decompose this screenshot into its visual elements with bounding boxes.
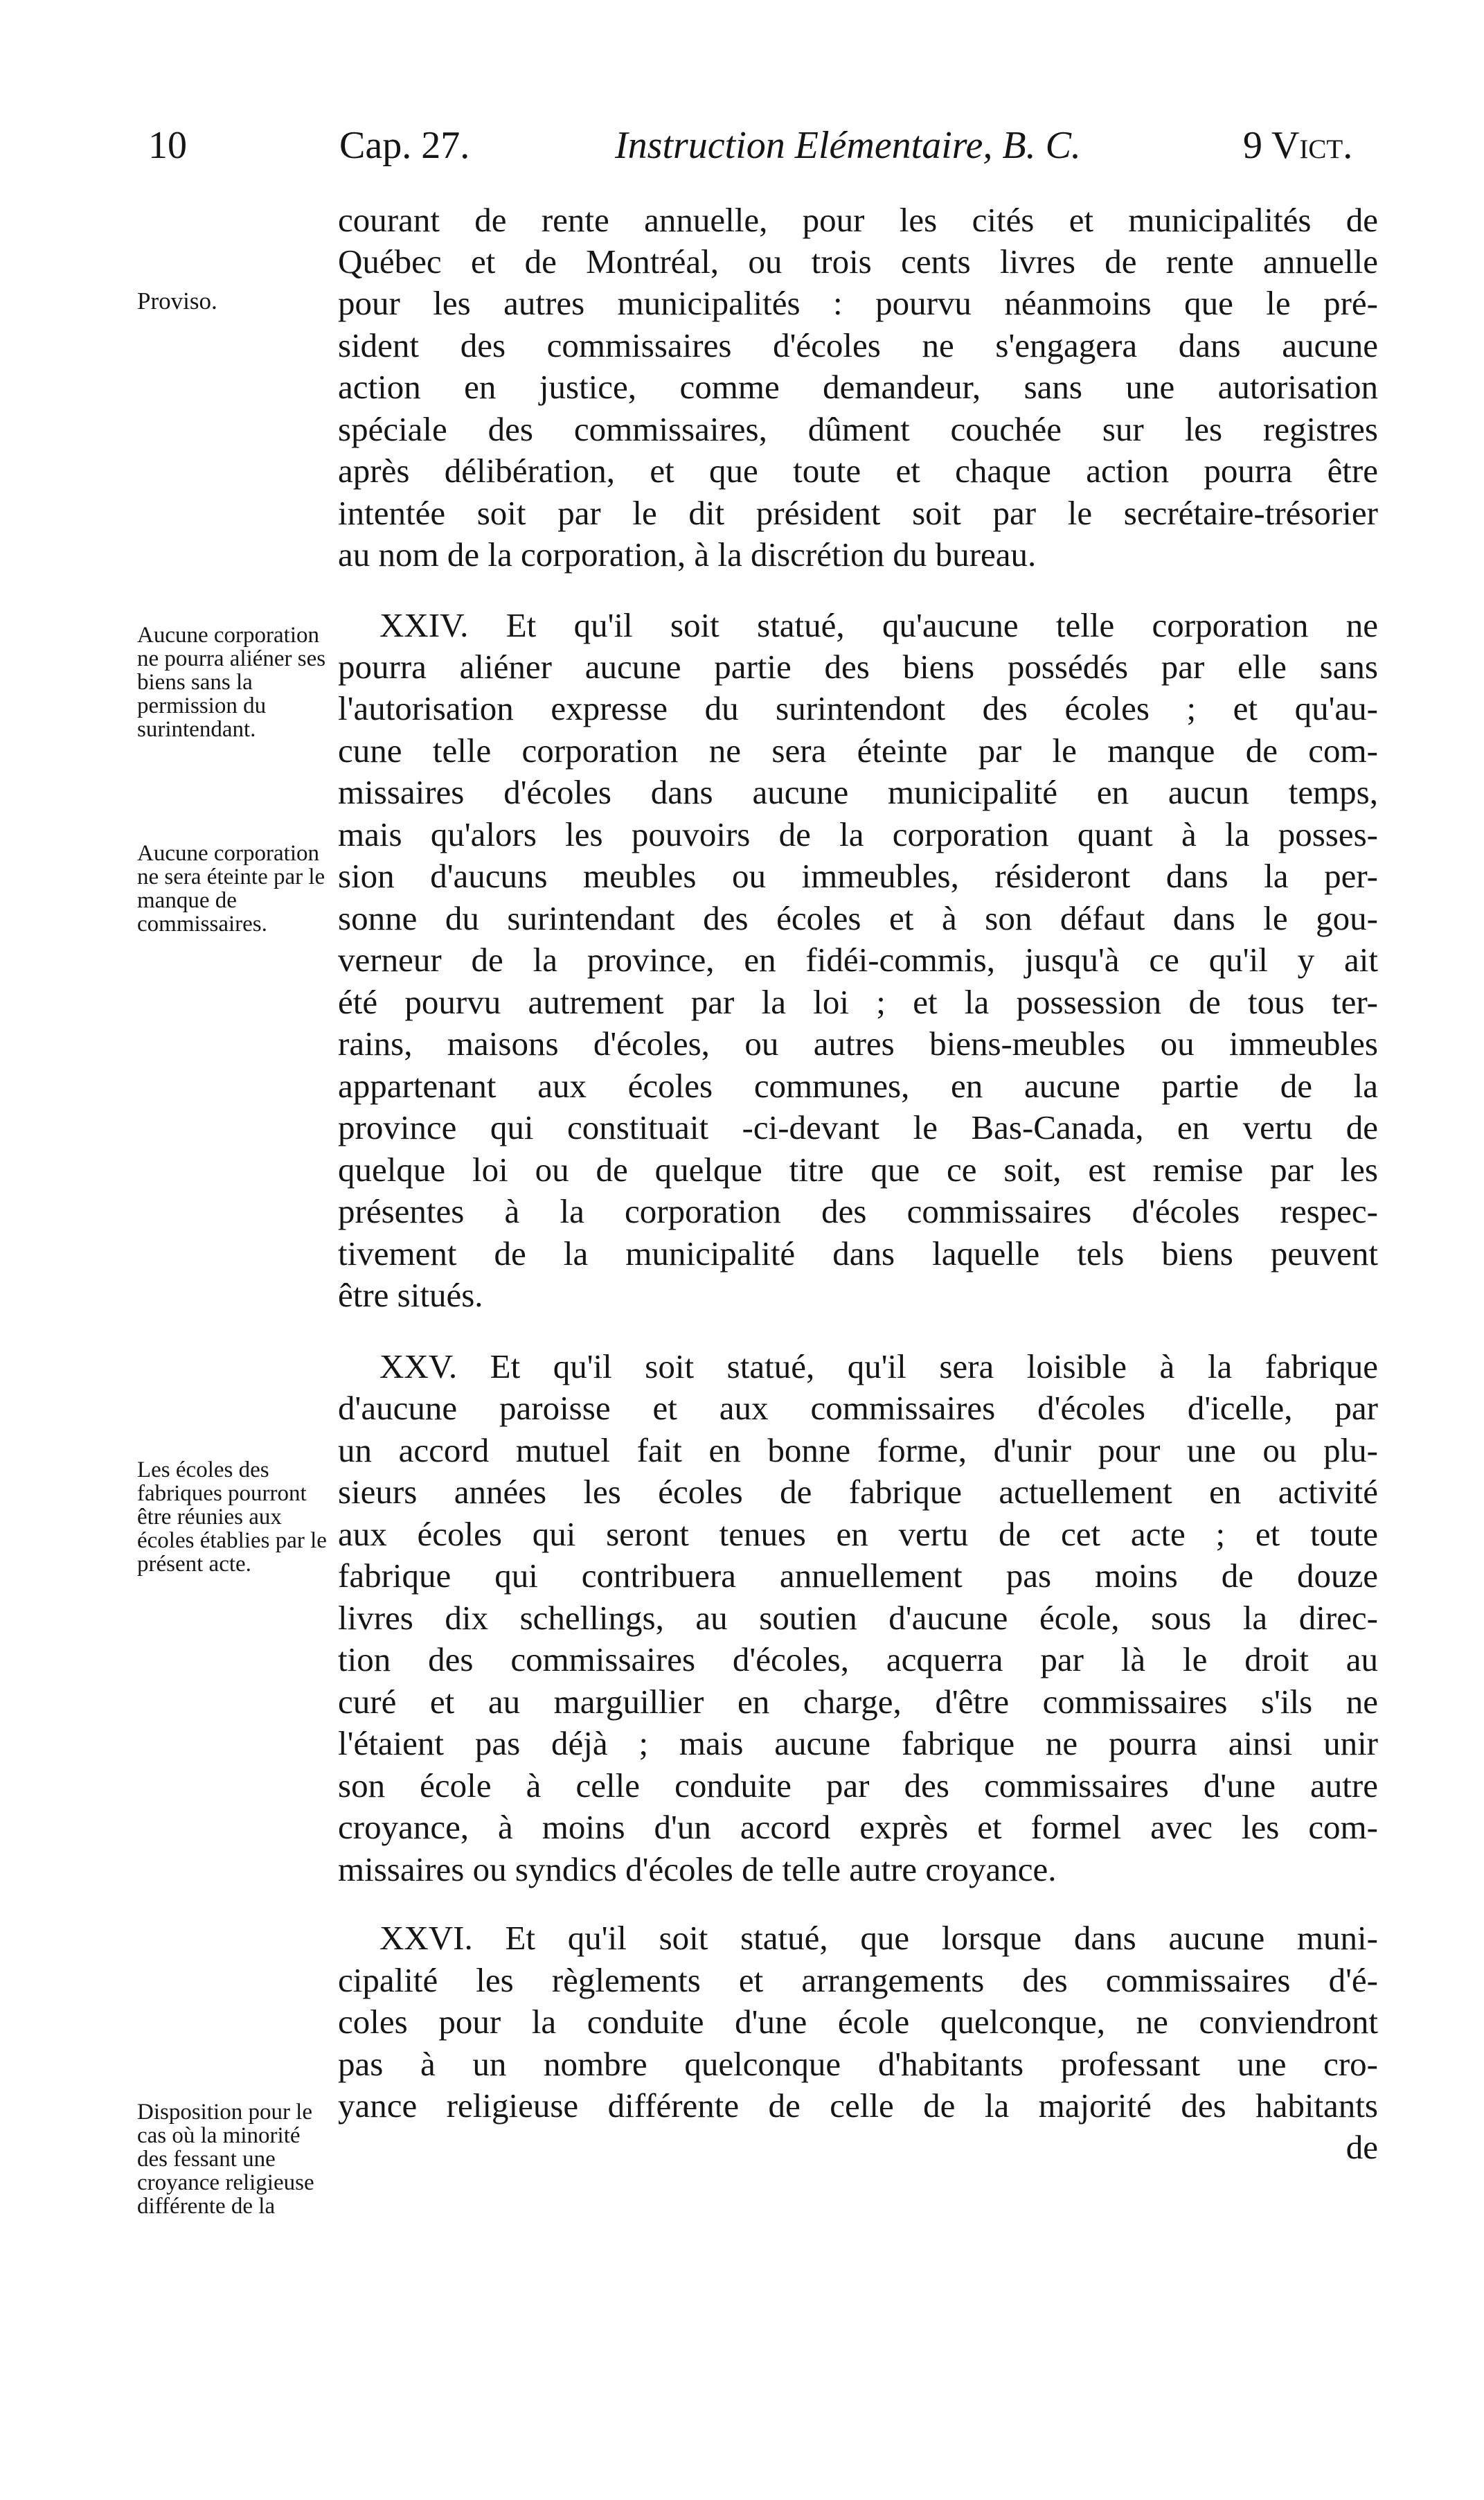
text-line: de xyxy=(1346,2128,1378,2166)
text-line: après délibération, et que toute et chaque action pourra être xyxy=(338,452,1378,490)
text-line: intentée soit par le dit président soit par le secrétaire-trésorier xyxy=(338,494,1378,532)
text-line: livres dix schellings, au soutien d'aucune école, sous la direc- xyxy=(338,1599,1378,1637)
text-line: un accord mutuel fait en bonne forme, d'unir pour une ou plu- xyxy=(338,1431,1378,1469)
page-number: 10 xyxy=(148,124,187,167)
text-line: fabrique qui contribuera annuellement pas moins de douze xyxy=(338,1557,1378,1595)
regnal-year: 9 Vict. xyxy=(1243,124,1353,167)
text-line: l'étaient pas déjà ; mais aucune fabrique ne pourra ainsi unir xyxy=(338,1724,1378,1762)
margin-note-alienation: Aucune corporation ne pourra aliéner ses biens sans la permission du surintendant. xyxy=(137,623,326,742)
margin-note-proviso: Proviso. xyxy=(137,287,217,314)
text-line: croyance, à moins d'un accord exprès et formel avec les com- xyxy=(338,1808,1378,1846)
text-line: yance religieuse différente de celle de la majorité des habitants xyxy=(338,2086,1378,2125)
text-line: missaires ou syndics d'écoles de telle autre croyance. xyxy=(338,1850,1057,1888)
text-line: curé et au marguillier en charge, d'être commissaires s'ils ne xyxy=(338,1683,1378,1721)
text-line: coles pour la conduite d'une école quelconque, ne conviendront xyxy=(338,2003,1378,2041)
text-line: au nom de la corporation, à la discrétion du bureau. xyxy=(338,535,1037,574)
margin-note-minority: Disposition pour le cas où la minorité des fessant une croyance religieuse différente de la xyxy=(137,2100,314,2219)
text-line: courant de rente annuelle, pour les cités et municipalités de xyxy=(338,201,1378,239)
text-line: être situés. xyxy=(338,1276,483,1314)
text-line: XXV. Et qu'il soit statué, qu'il sera loisible à la fabrique xyxy=(379,1347,1378,1385)
running-header xyxy=(0,123,1484,179)
text-line: spéciale des commissaires, dûment couchée sur les registres xyxy=(338,410,1378,448)
text-line: missaires d'écoles dans aucune municipalité en aucun temps, xyxy=(338,773,1378,811)
text-line: cipalité les règlements et arrangements des commissaires d'é- xyxy=(338,1961,1378,1999)
text-line: sonne du surintendant des écoles et à son défaut dans le gou- xyxy=(338,899,1378,937)
text-line: l'autorisation expresse du surintendont des écoles ; et qu'au- xyxy=(338,689,1378,727)
running-title: Instruction Elémentaire, B. C. xyxy=(615,124,1081,167)
margin-note-extinction: Aucune corporation ne sera éteinte par le manque de commissaires. xyxy=(137,841,325,937)
text-line: été pourvu autrement par la loi ; et la possession de tous ter- xyxy=(338,983,1378,1021)
text-line: tion des commissaires d'écoles, acquerra par là le droit au xyxy=(338,1640,1378,1678)
text-line: pour les autres municipalités : pourvu néanmoins que le pré- xyxy=(338,284,1378,322)
text-line: cune telle corporation ne sera éteinte par le manque de com- xyxy=(338,732,1378,770)
text-line: pas à un nombre quelconque d'habitants professant une cro- xyxy=(338,2045,1378,2083)
text-line: sieurs années les écoles de fabrique actuellement en activité xyxy=(338,1473,1378,1511)
text-line: sident des commissaires d'écoles ne s'engagera dans aucune xyxy=(338,326,1378,364)
text-line: action en justice, comme demandeur, sans une autorisation xyxy=(338,368,1378,406)
text-line: verneur de la province, en fidéi-commis, jusqu'à ce qu'il y ait xyxy=(338,941,1378,979)
text-line: Québec et de Montréal, ou trois cents livres de rente annuelle xyxy=(338,242,1378,281)
text-line: quelque loi ou de quelque titre que ce soit, est remise par les xyxy=(338,1151,1378,1189)
text-line: XXVI. Et qu'il soit statué, que lorsque dans aucune muni- xyxy=(379,1919,1378,1957)
text-line: pourra aliéner aucune partie des biens possédés par elle sans xyxy=(338,648,1378,686)
text-line: rains, maisons d'écoles, ou autres biens-meubles ou immeubles xyxy=(338,1025,1378,1063)
text-line: sion d'aucuns meubles ou immeubles, résideront dans la per- xyxy=(338,857,1378,895)
text-line: d'aucune paroisse et aux commissaires d'écoles d'icelle, par xyxy=(338,1389,1378,1427)
margin-note-fabriques: Les écoles des fabriques pourront être réunies aux écoles établies par le présent acte. xyxy=(137,1457,327,1577)
text-line: appartenant aux écoles communes, en aucune partie de la xyxy=(338,1067,1378,1105)
text-line: présentes à la corporation des commissaires d'écoles respec- xyxy=(338,1192,1378,1230)
text-line: tivement de la municipalité dans laquelle tels biens peuvent xyxy=(338,1234,1378,1273)
text-line: son école à celle conduite par des commissaires d'une autre xyxy=(338,1766,1378,1805)
text-line: aux écoles qui seront tenues en vertu de cet acte ; et toute xyxy=(338,1515,1378,1553)
text-line: mais qu'alors les pouvoirs de la corporation quant à la posses- xyxy=(338,815,1378,853)
chapter-label: Cap. 27. xyxy=(339,124,470,167)
text-line: province qui constituait -ci-devant le Bas-Canada, en vertu de xyxy=(338,1108,1378,1146)
text-line: XXIV. Et qu'il soit statué, qu'aucune telle corporation ne xyxy=(379,606,1378,644)
